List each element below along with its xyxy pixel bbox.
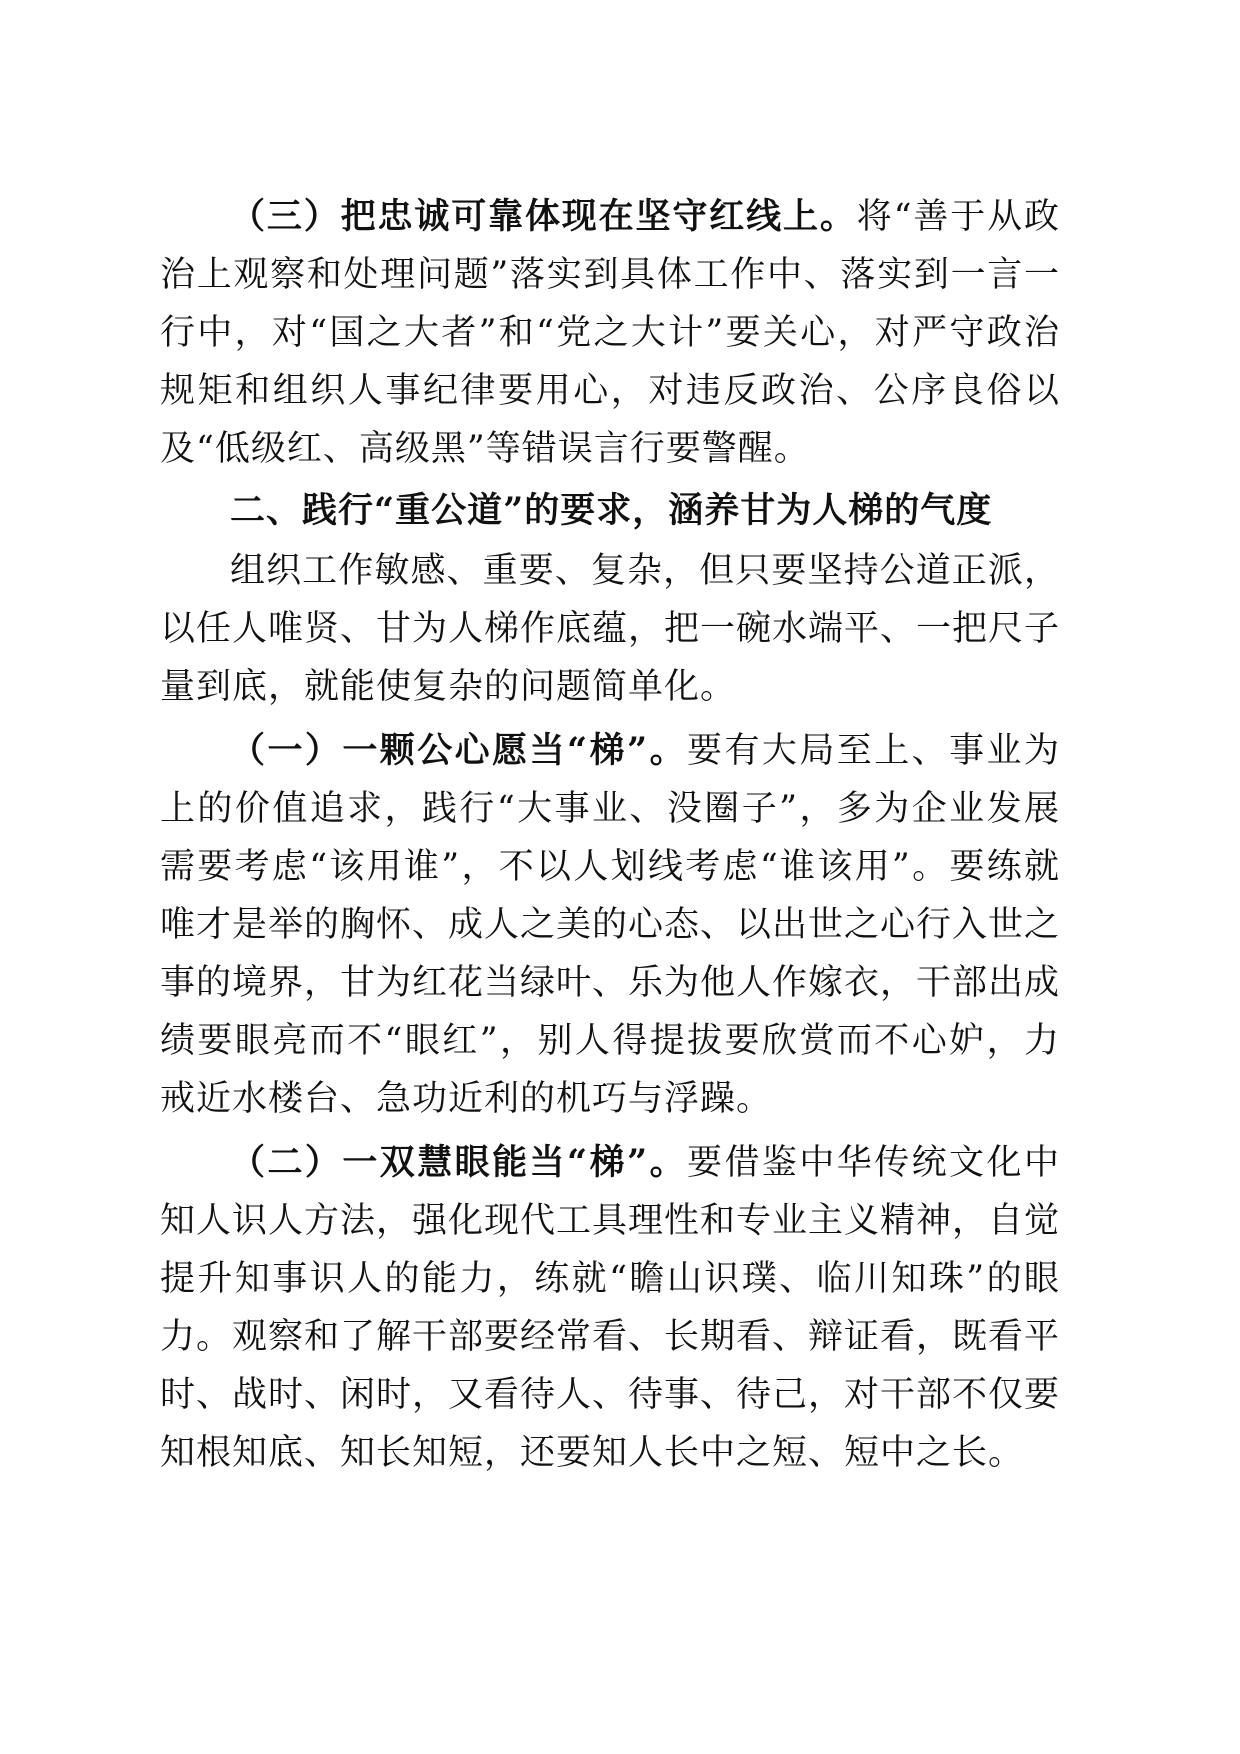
paragraph-body: 组织工作敏感、重要、复杂，但只要坚持公道正派，以任人唯贤、甘为人梯作底蕴，把一碗水端平、一把尺子量到底，就能使复杂的问题简单化。 xyxy=(160,551,1061,707)
section-heading: 二、践行“重公道”的要求，涵养甘为人梯的气度 xyxy=(230,490,993,531)
paragraph-body: 将“善于从政治上观察和处理问题”落实到具体工作中、落实到一言一行中，对“国之大者”和“党之大计”要关心，对严守政治规矩和组织人事纪律要用心，对违反政治、公序良俗以及“低级红、高级黑”等错误言行要警醒。 xyxy=(160,197,1060,469)
paragraph-subsection-2 xyxy=(160,1134,1060,1482)
paragraph-intro xyxy=(160,542,1060,716)
paragraph-lead: （三）把忠诚可靠体现在坚守红线上。 xyxy=(230,196,857,237)
paragraph-body: 要借鉴中华传统文化中知人识人方法，强化现代工具理性和专业主义精神，自觉提升知事识人的能力，练就“瞻山识璞、临川知珠”的眼力。观察和了解干部要经常看、长期看、辩证看，既看平时、战时、闲时，又看待人、待事、待己，对干部不仅要知根知底、知长知短，还要知人长中之短、短中之长。 xyxy=(160,1143,1061,1473)
document-page xyxy=(160,188,1060,1482)
paragraph-body: 要有大局至上、事业为上的价值追求，践行“大事业、没圈子”，多为企业发展需要考虑“该用谁”，不以人划线考虑“谁该用”。要练就唯才是举的胸怀、成人之美的心态、以出世之心行入世之事的境界，甘为红花当绿叶、乐为他人作嫁衣，干部出成绩要眼亮而不“眼红”，别人得提拔要欣赏而不心妒，力戒近水楼台、急功近利的机巧与浮躁。 xyxy=(160,731,1061,1119)
paragraph-section-3 xyxy=(160,188,1060,478)
paragraph-subsection-1 xyxy=(160,722,1060,1128)
paragraph-lead: （二）一双慧眼能当“梯”。 xyxy=(230,1142,688,1183)
paragraph-lead: （一）一颗公心愿当“梯”。 xyxy=(230,730,688,771)
